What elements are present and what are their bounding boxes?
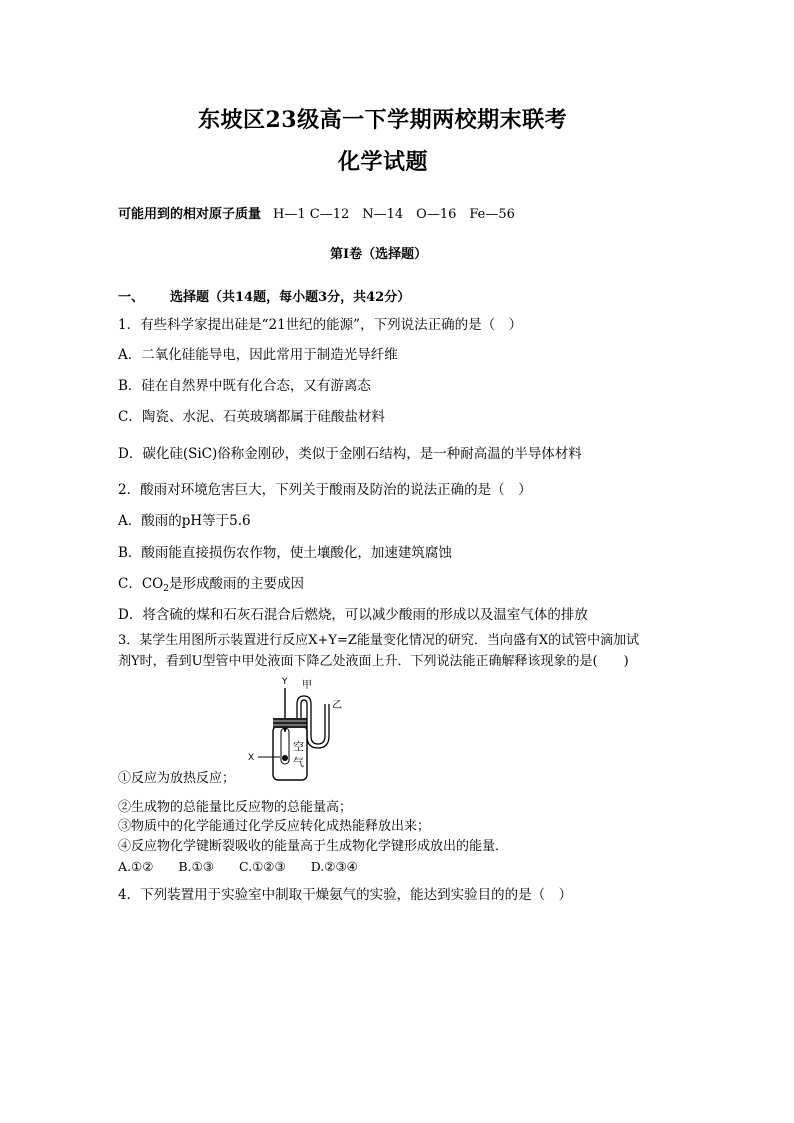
part-title: 选择题（共14题，每小题3分，共42分） (170, 290, 411, 305)
flask-body (273, 726, 307, 780)
flask-stopper (273, 718, 307, 728)
q3-statement-1: ①反应为放热反应； (118, 771, 236, 786)
q2-option-c-post: 是形成酸雨的主要成因 (168, 576, 304, 592)
q1-option-c: C．陶瓷、水泥、石英玻璃都属于硅酸盐材料 (118, 409, 385, 425)
q2-stem: 2．酸雨对环境危害巨大，下列关于酸雨及防治的说法正确的是（ ） (118, 482, 532, 498)
label-y: Y (282, 677, 288, 687)
q2-option-c (118, 572, 304, 594)
q1-stem: 1．有些科学家提出硅是“21世纪的能源”，下列说法正确的是（ ） (118, 317, 523, 333)
atomic-masses (118, 203, 515, 222)
q4-stem: 4．下列装置用于实验室中制取干燥氨气的实验，能达到实验目的的是（ ） (118, 887, 573, 903)
q2-option-c-sub: 2 (163, 584, 169, 594)
reagent-x (282, 755, 288, 761)
label-yi: 乙 (332, 700, 342, 711)
label-jia: 甲 (302, 680, 312, 691)
q3-statement-2: ②生成物的总能量比反应物的总能量高； (118, 800, 353, 815)
q3-options: A.①② B.①③ C.①②③ D.②③④ (118, 859, 358, 874)
q1-option-a: A．二氧化硅能导电，因此常用于制造光导纤维 (118, 347, 398, 363)
label-air-1: 空 (293, 740, 304, 753)
u-tube-apparatus-diagram (240, 674, 350, 784)
exam-title: 东坡区23级高一下学期两校期末联考 (198, 107, 568, 133)
subject-title: 化学试题 (338, 149, 429, 175)
atomic-masses-label: 可能用到的相对原子质量 (118, 207, 262, 222)
q3-stem-line1: 3．某学生用图所示装置进行反应X+Y=Z能量变化情况的研究．当向盛有X的试管中滴加试 (118, 633, 640, 648)
q1-option-d: D．碳化硅(SiC)俗称金刚砂，类似于金刚石结构，是一种耐高温的半导体材料 (118, 446, 582, 462)
q1-option-b: B．硅在自然界中既有化合态，又有游离态 (118, 378, 371, 394)
label-x: X (248, 753, 255, 763)
q3-statement-4: ④反应物化学键断裂吸收的能量高于生成物化学键形成放出的能量． (118, 839, 509, 854)
q3-stem-line2: 剂Y时，看到U型管中甲处液面下降乙处液面上升．下列说法能正确解释该现象的是( ) (118, 654, 629, 669)
q2-option-b: B．酸雨能直接损伤农作物，使土壤酸化，加速建筑腐蚀 (118, 545, 452, 561)
atomic-masses-values: H—1 C—12 N—14 O—16 Fe—56 (273, 207, 515, 222)
volume-heading: 第Ⅰ卷（选择题） (330, 247, 428, 262)
q2-option-a: A．酸雨的pH等于5.6 (118, 513, 251, 529)
label-air-2: 气 (293, 756, 304, 769)
q2-option-d: D．将含硫的煤和石灰石混合后燃烧，可以减少酸雨的形成以及温室气体的排放 (118, 607, 588, 623)
q2-option-c-pre: C．CO (118, 576, 164, 592)
q3-statement-3: ③物质中的化学能通过化学反应转化成热能释放出来； (118, 819, 431, 834)
part-number: 一、 (118, 290, 145, 305)
